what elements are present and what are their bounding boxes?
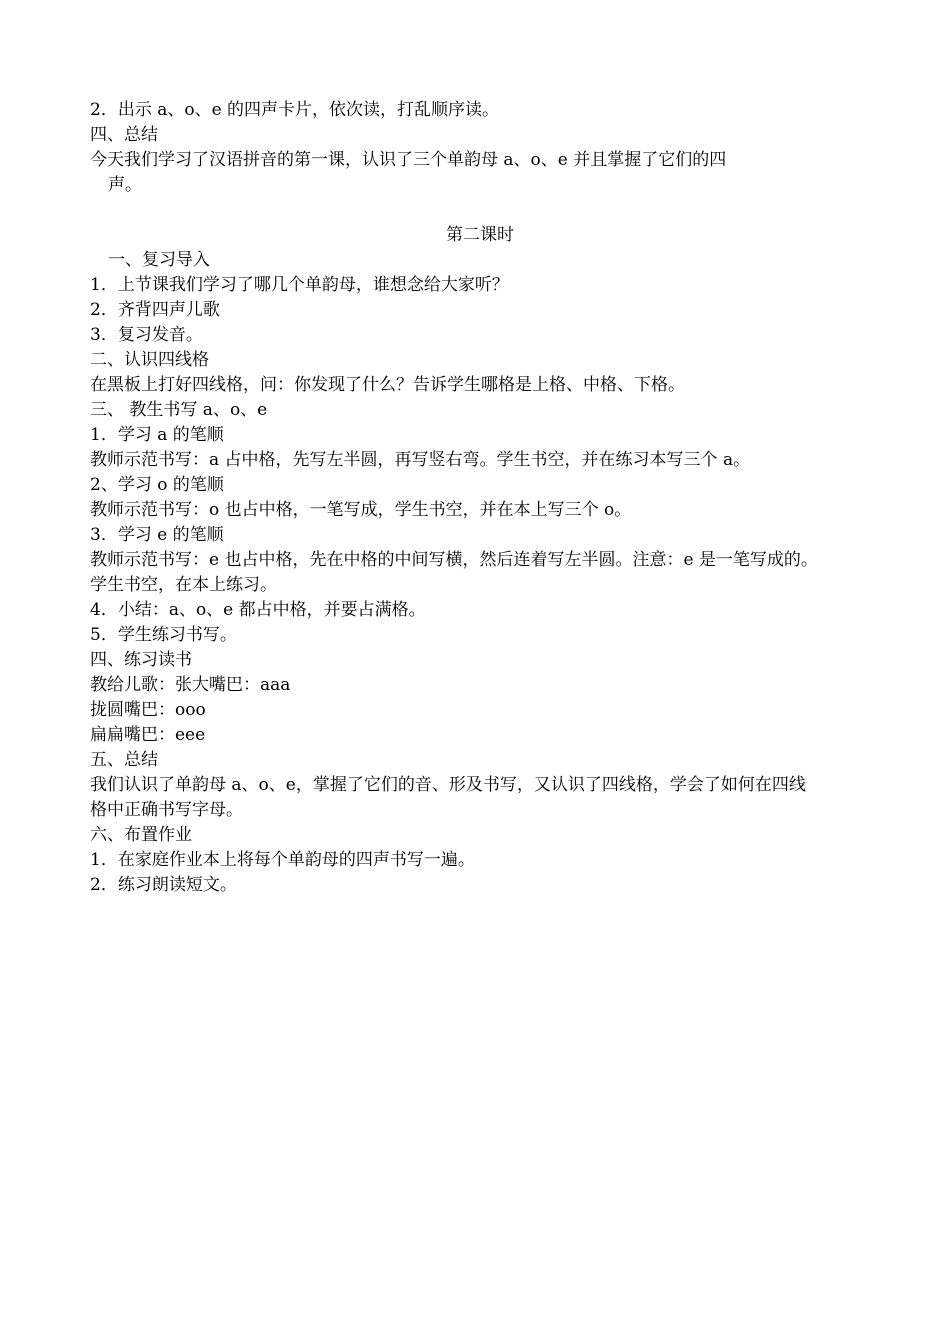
- text-line: 拢圆嘴巴：ooo: [90, 700, 206, 720]
- section-heading: 三、 教生书写 a、o、e: [90, 400, 268, 420]
- text-line: 扁扁嘴巴：eee: [90, 725, 206, 745]
- text-line: 5．学生练习书写。: [90, 625, 237, 645]
- text-line: 2．齐背四声儿歌: [90, 300, 220, 320]
- text-line: 3．复习发音。: [90, 325, 203, 345]
- text-line: 声。: [108, 175, 142, 195]
- document-page: [90, 98, 870, 898]
- text-line: 3．学习 e 的笔顺: [90, 525, 224, 545]
- text-line: 在黑板上打好四线格，问：你发现了什么？告诉学生哪格是上格、中格、下格。: [90, 375, 685, 395]
- text-line: 今天我们学习了汉语拼音的第一课，认识了三个单韵母 a、o、e 并且掌握了它们的四: [90, 150, 727, 170]
- text-line: 4．小结：a、o、e 都占中格，并要占满格。: [90, 600, 426, 620]
- section-heading: 一、复习导入: [108, 250, 210, 270]
- text-line: 学生书空，在本上练习。: [90, 575, 277, 595]
- section-heading: 五、总结: [90, 750, 158, 770]
- section-heading: 二、认识四线格: [90, 350, 209, 370]
- text-line: 教师示范书写：e 也占中格，先在中格的中间写横，然后连着写左半圆。注意：e 是一笔写成的。: [90, 550, 818, 570]
- text-line: 我们认识了单韵母 a、o、e，掌握了它们的音、形及书写，又认识了四线格，学会了如何在四线: [90, 775, 806, 795]
- text-line: 1．在家庭作业本上将每个单韵母的四声书写一遍。: [90, 850, 475, 870]
- lesson-title: 第二课时: [446, 225, 514, 245]
- section-heading: 六、布置作业: [90, 825, 192, 845]
- section-heading: 四、总结: [90, 125, 158, 145]
- text-line: 2．练习朗读短文。: [90, 875, 237, 895]
- text-line: 2．出示 a、o、e 的四声卡片，依次读，打乱顺序读。: [90, 100, 500, 120]
- text-line: 格中正确书写字母。: [90, 800, 243, 820]
- section-heading: 四、练习读书: [90, 650, 192, 670]
- text-line: 1．学习 a 的笔顺: [90, 425, 224, 445]
- text-line: 教师示范书写：a 占中格，先写左半圆，再写竖右弯。学生书空，并在练习本写三个 a。: [90, 450, 751, 470]
- text-line: 教给儿歌：张大嘴巴：aaa: [90, 675, 291, 695]
- text-line: 2、学习 o 的笔顺: [90, 475, 224, 495]
- text-line: 教师示范书写：o 也占中格，一笔写成，学生书空，并在本上写三个 o。: [90, 500, 632, 520]
- text-line: 1．上节课我们学习了哪几个单韵母，谁想念给大家听？: [90, 275, 509, 295]
